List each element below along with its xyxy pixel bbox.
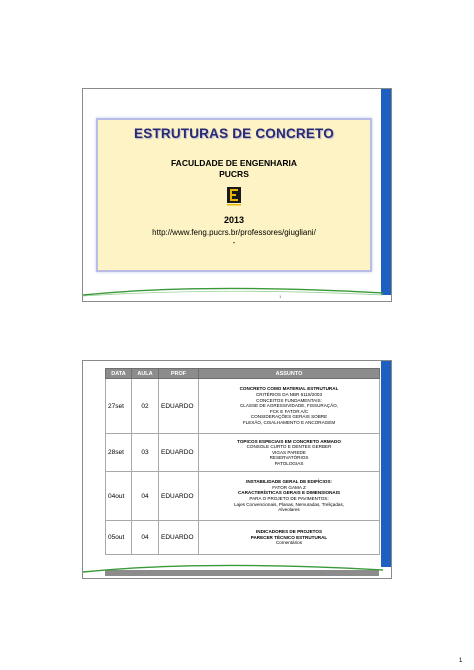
cell-data: 27set xyxy=(106,379,132,434)
assunto-line: RESERVATÓRIOS xyxy=(269,455,309,461)
table-header-row xyxy=(106,369,380,379)
assunto-line: TOPICOS ESPECIAIS EM CONCRETO ARMADO xyxy=(237,438,341,444)
title-slide xyxy=(82,88,392,302)
table-row xyxy=(106,521,380,555)
assunto-line: VIGAS PAREDE xyxy=(272,449,306,455)
cell-data: 28set xyxy=(106,434,132,472)
university-name: PUCRS xyxy=(219,168,249,179)
cell-prof: EDUARDO xyxy=(159,379,199,434)
column-header-aula: AULA xyxy=(132,369,159,379)
assunto-line: CONSOLE CURTO E DENTES GERBER xyxy=(246,444,332,450)
assunto-line: CONSIDERAÇÕES GERAIS SOBRE xyxy=(250,414,328,420)
cell-prof: EDUARDO xyxy=(159,472,199,521)
cell-data: 04out xyxy=(106,472,132,521)
cell-prof: EDUARDO xyxy=(159,434,199,472)
green-swoosh-decoration xyxy=(83,558,383,574)
course-url-link[interactable]: http://www.feng.pucrs.br/professores/giugliani/ xyxy=(152,228,316,237)
assunto-line: Lajes Convencionais, Planas, Nervuradas, Treliçadas, xyxy=(233,501,345,507)
assunto-line: CONCRETO COMO MATERIAL ESTRUTURAL xyxy=(239,386,339,392)
schedule-slide xyxy=(82,360,392,579)
course-year: 2013 xyxy=(223,215,245,225)
cell-aula: 02 xyxy=(132,379,159,434)
cell-aula: 03 xyxy=(132,434,159,472)
assunto-line: Alveolares xyxy=(278,507,300,513)
column-header-data: DATA xyxy=(106,369,132,379)
pucrs-engineering-logo-icon xyxy=(227,187,241,207)
assunto-line: FLEXÃO, CISALHAMENTO E ANCORAGEM xyxy=(242,419,336,425)
table-row xyxy=(106,472,380,521)
slide-number: 1 xyxy=(279,294,282,299)
cell-assunto xyxy=(199,472,380,521)
schedule-table xyxy=(105,368,380,555)
assunto-line: Comentários xyxy=(275,540,303,546)
slide-accent-bar xyxy=(381,361,391,567)
assunto-line: FATOR GAMA Z xyxy=(272,484,306,490)
dash-separator: - xyxy=(232,238,236,247)
cell-aula: 04 xyxy=(132,472,159,521)
cell-prof: EDUARDO xyxy=(159,521,199,555)
cell-aula: 04 xyxy=(132,521,159,555)
assunto-line: INDICADORES DE PROJETOS xyxy=(255,529,323,535)
assunto-line: PARECER TÉCNICO ESTRUTURAL xyxy=(250,534,328,540)
slide-accent-bar xyxy=(381,89,391,295)
cell-assunto xyxy=(199,434,380,472)
page-number: 1 xyxy=(459,658,463,664)
column-header-prof: PROF xyxy=(159,369,199,379)
table-row xyxy=(106,379,380,434)
column-header-assunto: ASSUNTO xyxy=(199,369,380,379)
course-title: ESTRUTURAS DE CONCRETO xyxy=(134,126,334,141)
assunto-line: CONCEITOS FUNDAMENTAIS: xyxy=(256,397,322,403)
assunto-line: CRITÉRIOS DA NBR 6118/2003 xyxy=(255,392,323,398)
assunto-line: PATOLOGIAS xyxy=(274,460,304,466)
faculty-name: FACULDADE DE ENGENHARIA xyxy=(170,158,298,168)
assunto-line: INSTABILIDADE GERAL DE EDIFÍCIOS: xyxy=(246,479,332,485)
title-panel xyxy=(96,118,372,272)
table-row xyxy=(106,434,380,472)
assunto-line: CARACTERÍSTICAS GERAIS E DIMENSIONAIS xyxy=(237,490,341,496)
assunto-line: CLASSE DE AGRESSIVIDADE, FISSURAÇÃO, xyxy=(239,403,339,409)
green-swoosh-decoration xyxy=(83,281,383,297)
cell-assunto xyxy=(199,379,380,434)
cell-assunto xyxy=(199,521,380,555)
cell-data: 05out xyxy=(106,521,132,555)
assunto-line: PARA O PROJETO DE PAVIMENTOS: xyxy=(249,496,329,501)
assunto-line: FCK E FATOR A/C xyxy=(269,408,309,414)
